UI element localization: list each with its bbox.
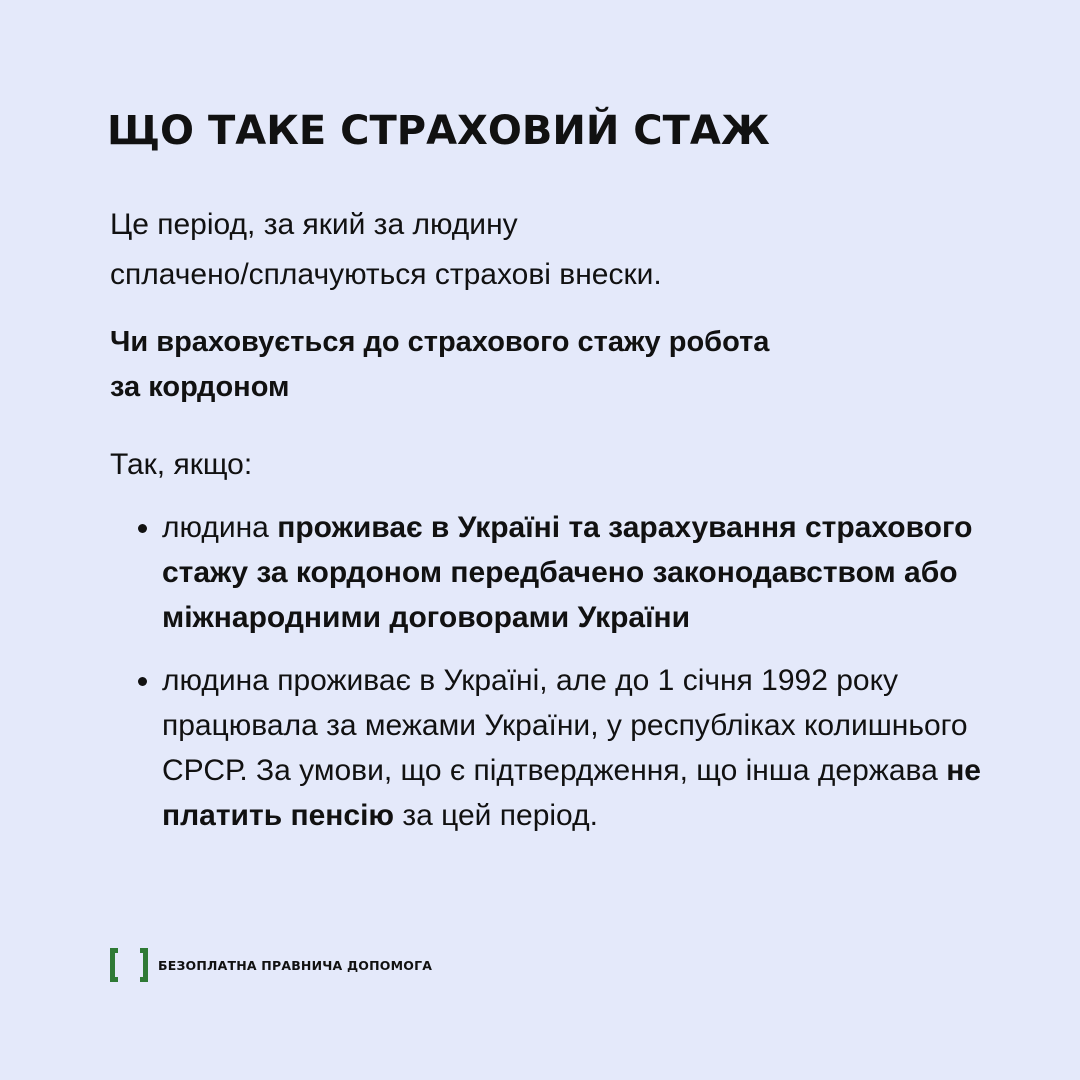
- conditions-list: [132, 505, 1002, 856]
- bullet-1-bold: проживає в Україні та зарахування страхового стажу за кордоном передбачено законодавством або міжнародними договорами України: [162, 511, 973, 634]
- definition-line-1: Це період, за який за людину: [110, 208, 518, 241]
- definition-paragraph: [110, 200, 990, 300]
- answer-intro: Так, якщо:: [110, 448, 253, 481]
- right-bracket-icon: [140, 948, 148, 982]
- footer-brand: [110, 948, 432, 982]
- left-bracket-icon: [110, 948, 118, 982]
- question-heading: [110, 320, 990, 410]
- list-item: [132, 505, 1002, 640]
- bullet-1-text: людина: [162, 511, 278, 544]
- list-item: [132, 658, 1002, 838]
- bullet-dot-icon: [138, 524, 147, 533]
- org-name: БЕЗОПЛАТНА ПРАВНИЧА ДОПОМОГА: [158, 957, 433, 973]
- bullet-2-text: людина проживає в Україні, але до 1 січня 1992 року працювала за межами України, у республіках колишнього СРСР. За умови, що є підтвердження, що інша держава: [162, 664, 968, 787]
- brackets-logo-icon: [110, 948, 148, 982]
- question-line-2: за кордоном: [110, 371, 290, 403]
- bullet-dot-icon: [138, 677, 147, 686]
- definition-line-2: сплачено/сплачуються страхові внески.: [110, 258, 662, 291]
- page-title: ЩО ТАКЕ СТРАХОВИЙ СТАЖ: [107, 108, 770, 154]
- bullet-2-tail: за цей період.: [394, 799, 598, 832]
- question-line-1: Чи враховується до страхового стажу робота: [110, 326, 770, 358]
- bullet-2-bold: не платить пенсію: [162, 754, 981, 832]
